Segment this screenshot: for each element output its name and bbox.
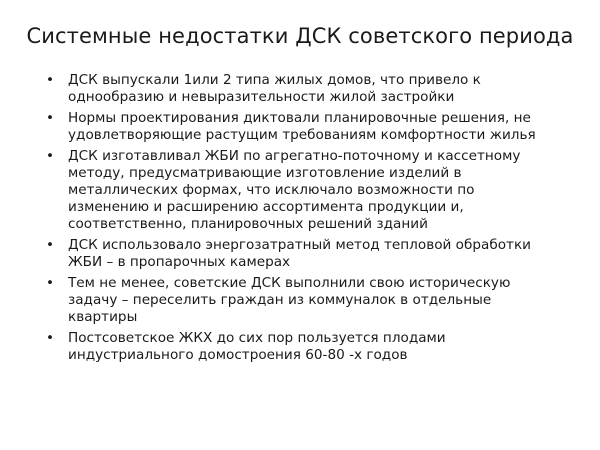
bullet-icon: • bbox=[46, 330, 55, 346]
bullet-icon: • bbox=[46, 237, 55, 253]
bullet-icon: • bbox=[46, 275, 55, 291]
bullet-icon: • bbox=[46, 148, 55, 164]
bullet-text: Нормы проектирования диктовали планировочные решения, не удовлетворяющие растущим требованиям комфортности жилья bbox=[68, 110, 536, 143]
list-item bbox=[46, 237, 558, 271]
bullet-text: ДСК использовало энергозатратный метод тепловой обработки ЖБИ – в пропарочных камерах bbox=[68, 237, 531, 270]
list-item bbox=[46, 72, 558, 106]
bullet-text: Постсоветское ЖКХ до сих пор пользуется плодами индустриального домостроения 60-80 -х годов bbox=[68, 330, 446, 363]
bullet-text: ДСК выпускали 1или 2 типа жилых домов, что привело к однообразию и невыразительности жилой застройки bbox=[68, 72, 481, 105]
list-item bbox=[46, 110, 558, 144]
list-item bbox=[46, 275, 558, 326]
bullet-list bbox=[46, 72, 558, 368]
slide-title: Системные недостатки ДСК советского периода bbox=[26, 24, 574, 48]
bullet-icon: • bbox=[46, 72, 55, 88]
bullet-icon: • bbox=[46, 110, 55, 126]
bullet-text: ДСК изготавливал ЖБИ по агрегатно-поточному и кассетному методу, предусматривающие изготовление изделий в металлических формах, что исключало возможности по изменению и расширению ассортимента продукции и, соответственно, планировочных решений зданий bbox=[68, 148, 521, 232]
list-item bbox=[46, 148, 558, 233]
bullet-text: Тем не менее, советские ДСК выполнили свою историческую задачу – переселить граждан из коммуналок в отдельные квартиры bbox=[68, 275, 511, 325]
list-item bbox=[46, 330, 558, 364]
